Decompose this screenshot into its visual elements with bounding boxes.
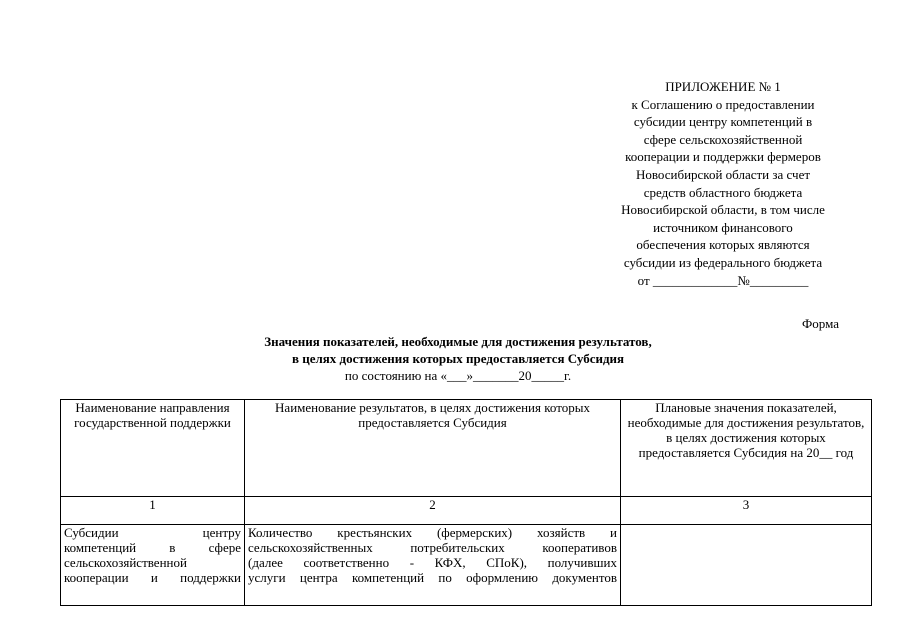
cell-text-line: сельскохозяйственной bbox=[64, 555, 187, 570]
table-row bbox=[61, 525, 872, 606]
cell-result bbox=[245, 525, 621, 606]
header-cell-direction: Наименование направления государственной поддержки bbox=[61, 400, 245, 497]
annex-line: Новосибирской области, в том числе bbox=[621, 202, 825, 218]
annex-line: обеспечения которых являются bbox=[636, 237, 810, 253]
form-label: Форма bbox=[802, 316, 839, 331]
annex-line: Новосибирской области за счет bbox=[635, 166, 811, 182]
heading-date-line: по состоянию на «___»_______20_____г. bbox=[344, 368, 572, 383]
annex-title: ПРИЛОЖЕНИЕ № 1 bbox=[665, 79, 781, 94]
document-heading bbox=[130, 333, 786, 384]
cell-text-line: услуги центра компетенций по оформлению документов bbox=[248, 570, 617, 585]
table-header-row bbox=[61, 400, 872, 497]
annex-date-line: от _____________№_________ bbox=[637, 272, 809, 288]
heading-line-2: в целях достижения которых предоставляется Субсидия bbox=[291, 351, 625, 366]
annex-line: кооперации и поддержки фермеров bbox=[625, 149, 821, 165]
annex-block bbox=[593, 78, 853, 289]
annex-line: субсидии из федерального бюджета bbox=[623, 254, 823, 270]
cell-text-line: Количество крестьянских (фермерских) хозяйств и bbox=[248, 525, 617, 540]
column-number: 2 bbox=[245, 497, 621, 525]
annex-line: источником финансового bbox=[653, 219, 793, 235]
annex-line: субсидии центру компетенций в bbox=[633, 114, 813, 130]
cell-text-line: сельскохозяйственных потребительских кооперативов bbox=[248, 540, 617, 555]
column-number-row bbox=[61, 497, 872, 525]
indicators-table bbox=[60, 399, 872, 606]
heading-line-1: Значения показателей, необходимые для достижения результатов, bbox=[264, 334, 652, 349]
cell-text-line: компетенций в сфере bbox=[64, 540, 241, 555]
annex-line: средств областного бюджета bbox=[643, 184, 803, 200]
cell-text-line: Субсидии центру bbox=[64, 525, 241, 540]
cell-text-line: (далее соответственно - КФХ, СПоК), получивших bbox=[248, 555, 617, 570]
cell-direction bbox=[61, 525, 245, 606]
column-number: 1 bbox=[61, 497, 245, 525]
annex-line: к Соглашению о предоставлении bbox=[631, 96, 815, 112]
annex-line: сфере сельскохозяйственной bbox=[643, 131, 803, 147]
cell-text-line: кооперации и поддержки bbox=[64, 570, 241, 585]
header-cell-results: Наименование результатов, в целях достижения которых предоставляется Субсидия bbox=[245, 400, 621, 497]
header-cell-planned-values: Плановые значения показателей, необходимые для достижения результатов, в целях достижения которых предоставляется Субсидия на 20__ год bbox=[621, 400, 872, 497]
column-number: 3 bbox=[621, 497, 872, 525]
cell-planned-value bbox=[621, 525, 872, 606]
